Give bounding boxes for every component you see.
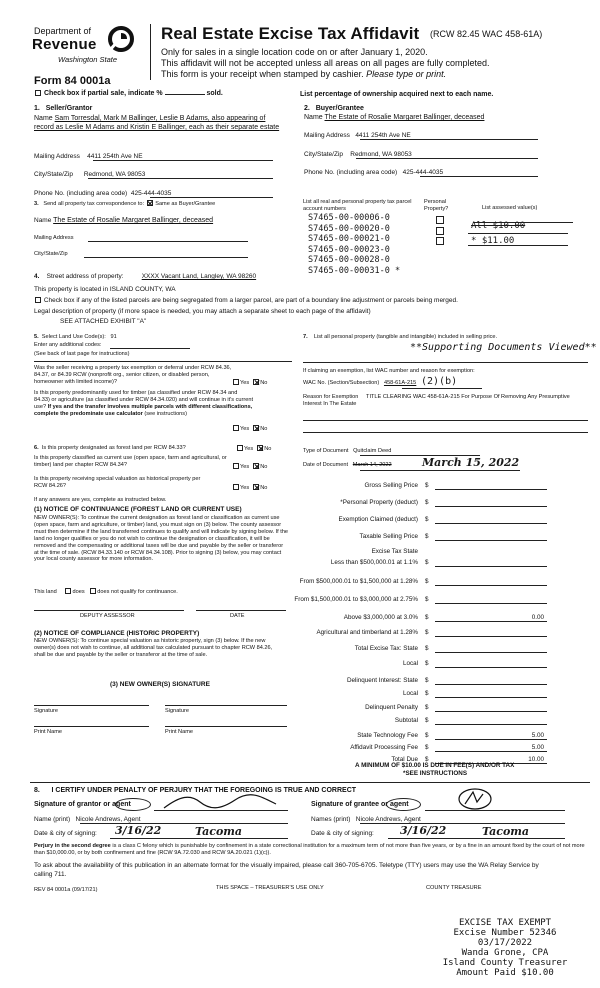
property-location: This property is located in ISLAND COUNTY, WA bbox=[34, 286, 176, 293]
calc-amount: 10.00 bbox=[528, 756, 544, 763]
seller-name-value: Sam Torresdal, Mark M Ballinger, Leslie B Adams, also appearing of record as Leslie M Adams and Kristin E Ballinger, each as their separate estate bbox=[34, 115, 280, 132]
dept-line2: Revenue bbox=[32, 36, 97, 53]
revision-label: REV 84 0001a (09/17/21) bbox=[34, 887, 98, 893]
form-number: Form 84 0001a bbox=[34, 75, 111, 87]
current-use-yes-checkbox[interactable] bbox=[233, 463, 239, 469]
exemption-question: Was the seller receiving a property tax exemption or deferral under RCW 84.36, 84.37, or 84.39 RCW (nonprofit org., senior citizen, or disabled person, homeowner with limited income)? bbox=[34, 365, 232, 385]
seller-mailing-line bbox=[93, 160, 273, 161]
calc-amount-line[interactable] bbox=[435, 711, 547, 712]
calc-amount-line[interactable] bbox=[435, 540, 547, 541]
calc-row-label: Delinquent Penalty bbox=[365, 704, 418, 711]
yes-label: Yes bbox=[240, 485, 250, 491]
seller-city-line bbox=[88, 178, 273, 179]
see-back-note: (See back of last page for instructions) bbox=[34, 351, 130, 357]
grantee-signature-label: Signature of grantee or agent bbox=[311, 801, 409, 808]
historic-yes-no bbox=[232, 484, 267, 491]
timber-question-text: Is this property predominantly used for timber (as classified under RCW 84.34 and 84.33) or agriculture (as classified under RCW 84.34.020) and will continue in it's current use? bbox=[34, 390, 254, 410]
calc-row-label: *Personal Property (deduct) bbox=[340, 499, 418, 506]
segregated-checkbox[interactable] bbox=[35, 297, 41, 303]
treasurer-space-label: THIS SPACE – TREASURER'S USE ONLY bbox=[216, 885, 324, 891]
calc-row-label: Excise Tax State bbox=[371, 548, 418, 555]
new-owner-signature-heading: (3) NEW OWNER(S) SIGNATURE bbox=[110, 681, 210, 688]
no-label: No bbox=[260, 426, 268, 432]
notice-3 bbox=[161, 69, 446, 79]
certify-text: I CERTIFY UNDER PENALTY OF PERJURY THAT THE FOREGOING IS TRUE AND CORRECT bbox=[51, 787, 357, 794]
same-as-buyer-label: Same as Buyer/Grantee bbox=[155, 201, 216, 207]
grantor-date-label: Date & city of signing: bbox=[34, 830, 97, 837]
parcel-col3-header: List assessed value(s) bbox=[482, 205, 538, 211]
buyer-mailing-value: 4411 254th Ave NE bbox=[355, 132, 411, 139]
forest-question bbox=[34, 445, 186, 451]
does-checkbox[interactable] bbox=[65, 588, 71, 594]
seller-phone-label: Phone No. (including area code) bbox=[34, 190, 128, 197]
forest-question-text: Is this property designated as forest land per RCW 84.33? bbox=[41, 445, 186, 451]
calc-amount-line[interactable] bbox=[435, 652, 547, 653]
print-name-label-2: Print Name bbox=[165, 729, 193, 735]
personal-property-row bbox=[303, 334, 497, 340]
assessed-value: All $10.00 bbox=[471, 220, 526, 231]
land-use-label: Select Land Use Code(s): bbox=[41, 334, 106, 340]
buyer-name[interactable] bbox=[304, 114, 484, 122]
calc-row-label: Less than $500,000.01 at 1.1% bbox=[330, 559, 418, 566]
reason-line-2 bbox=[303, 432, 588, 433]
seller-phone-line bbox=[150, 197, 273, 198]
parcel-col1-header: List all real and personal property tax parcel account numbers bbox=[303, 199, 412, 212]
historic-question: Is this property receiving special valuation as historical property per RCW 84.26? bbox=[34, 476, 201, 489]
document-date-line bbox=[360, 470, 520, 471]
wac-handwritten: (2)(b) bbox=[421, 376, 458, 387]
buyer-name-value: The Estate of Rosalie Margaret Ballinger, deceased bbox=[324, 114, 485, 121]
partial-sale-blank[interactable] bbox=[165, 94, 205, 95]
section-5-divider bbox=[34, 361, 292, 362]
notice-1: Only for sales in a single location code on or after January 1, 2020. bbox=[161, 47, 428, 57]
grantor-date-handwritten[interactable]: 3/16/22 bbox=[115, 824, 162, 837]
document-type-label: Type of Document bbox=[303, 448, 349, 454]
land-use-value[interactable]: 91 bbox=[110, 334, 117, 340]
calc-amount-line[interactable] bbox=[435, 506, 547, 507]
no-label: No bbox=[264, 446, 272, 452]
grantor-date-row bbox=[34, 830, 97, 837]
reason-row bbox=[303, 394, 588, 408]
partial-sale-row bbox=[34, 90, 223, 98]
reason-label: Reason for Exemption bbox=[303, 394, 359, 400]
parcel-number[interactable]: S7465-00-00028-0 bbox=[308, 255, 390, 265]
stamp-line-4: Wanda Grone, CPA bbox=[461, 948, 549, 958]
print-name-label-1: Print Name bbox=[34, 729, 62, 735]
document-type-value[interactable]: Quitclaim Deed bbox=[353, 448, 392, 454]
no-label: No bbox=[260, 464, 268, 470]
wac-row bbox=[303, 380, 416, 386]
calc-currency-symbol: $ bbox=[425, 629, 429, 636]
owner-signature-line-2[interactable] bbox=[165, 705, 287, 706]
partial-sale-label: Check box if partial sale, indicate % bbox=[43, 90, 163, 97]
assessor-date-line[interactable] bbox=[196, 610, 286, 611]
perjury-bold: Perjury in the second degree bbox=[34, 843, 111, 849]
calc-currency-symbol: $ bbox=[425, 499, 429, 506]
notice-2: This affidavit will not be accepted unless all areas on all pages are fully completed. bbox=[161, 58, 490, 68]
personal-property-checkbox[interactable] bbox=[436, 237, 444, 245]
grantee-date-row bbox=[311, 830, 374, 837]
yes-label: Yes bbox=[240, 380, 250, 386]
correspondence-name[interactable] bbox=[34, 217, 213, 225]
section-5-number: 5. bbox=[34, 334, 39, 340]
yes-label: Yes bbox=[240, 464, 250, 470]
calc-row-label: State Technology Fee bbox=[357, 732, 418, 739]
section-4-number: 4. bbox=[34, 273, 40, 280]
print-name-line-2[interactable] bbox=[165, 726, 287, 727]
parcel-number[interactable]: S7465-00-00023-0 bbox=[308, 244, 390, 255]
correspondence-row bbox=[34, 200, 215, 207]
historic-yes-checkbox[interactable] bbox=[233, 484, 239, 490]
timber-question-note: (see instructions) bbox=[144, 411, 187, 417]
calc-amount-line[interactable] bbox=[435, 724, 547, 725]
correspondence-city-line[interactable] bbox=[84, 257, 248, 258]
legal-description-value[interactable]: SEE ATTACHED EXHIBIT "A" bbox=[60, 318, 147, 325]
calc-amount: 5.00 bbox=[531, 732, 544, 739]
current-use-yes-no bbox=[232, 463, 267, 470]
same-as-buyer-checkbox[interactable] bbox=[147, 200, 153, 206]
calc-amount-line[interactable] bbox=[435, 489, 547, 490]
dor-logo bbox=[30, 24, 134, 70]
forest-yes-checkbox[interactable] bbox=[237, 445, 243, 451]
reason-line-1 bbox=[303, 420, 588, 421]
correspondence-mailing: Mailing Address bbox=[34, 235, 74, 241]
calc-amount: 5.00 bbox=[531, 744, 544, 751]
does-not-checkbox[interactable] bbox=[90, 588, 96, 594]
calc-currency-symbol: $ bbox=[425, 744, 429, 751]
partial-sale-checkbox[interactable] bbox=[35, 90, 41, 96]
calc-amount-line[interactable] bbox=[435, 585, 547, 586]
calc-amount-line[interactable] bbox=[435, 697, 547, 698]
wac-value[interactable]: 458-61A-215 bbox=[383, 380, 417, 386]
grantee-signature[interactable] bbox=[455, 786, 495, 812]
calc-currency-symbol: $ bbox=[425, 645, 429, 652]
buyer-mailing-label: Mailing Address bbox=[304, 132, 350, 139]
exemption-intro: If claiming an exemption, list WAC number and reason for exemption: bbox=[303, 368, 475, 374]
seller-heading-text: Seller/Grantor bbox=[45, 105, 93, 112]
buyer-heading-text: Buyer/Grantee bbox=[315, 105, 364, 112]
calc-currency-symbol: $ bbox=[425, 704, 429, 711]
if-yes-note: If any answers are yes, complete as instructed below. bbox=[34, 497, 167, 503]
grantor-name-line bbox=[80, 823, 288, 824]
street-address-row bbox=[34, 273, 256, 280]
calc-row-label: Total Excise Tax: State bbox=[354, 645, 418, 652]
document-date-row bbox=[303, 462, 392, 468]
calc-amount-line[interactable] bbox=[435, 566, 547, 567]
parcel-row bbox=[303, 214, 593, 225]
does-label: does bbox=[72, 589, 85, 595]
calc-row-label: From $1,500,000.01 to $3,000,000 at 2.75% bbox=[294, 596, 418, 603]
notice-3a: This form is your receipt when stamped by cashier. bbox=[161, 69, 364, 79]
exemption-yes-no bbox=[232, 379, 267, 386]
deputy-assessor-label: DEPUTY ASSESSOR bbox=[80, 613, 135, 619]
ownership-note: List percentage of ownership acquired next to each name. bbox=[300, 91, 494, 98]
timber-question bbox=[34, 390, 254, 418]
current-use-question: Is this property classified as current use (open space, farm and agricultural, or timber) land per chapter RCW 84.34? bbox=[34, 455, 227, 468]
county-treasurer-label: COUNTY TREASURE bbox=[426, 885, 482, 891]
correspondence-city: City/State/Zip bbox=[34, 251, 68, 257]
grantor-name-value[interactable]: Nicole Andrews, Agent bbox=[75, 816, 141, 823]
grantee-agent-circle bbox=[386, 798, 421, 811]
calc-amount-line[interactable] bbox=[435, 667, 547, 668]
compliance-body: NEW OWNER(S): To continue special valuation as historic property, sign (3) below. If the new owner(s) does not wish to continue, all additional tax calculated pursuant to chapter RCW 84.26, shall be due and payable by the seller or transferor at the time of sale. bbox=[34, 638, 273, 658]
calc-currency-symbol: $ bbox=[425, 614, 429, 621]
parcel-col2-header: Personal Property? bbox=[424, 199, 449, 212]
stamp-line-2: Excise Number 52346 bbox=[453, 928, 557, 938]
calc-amount: 0.00 bbox=[531, 614, 544, 621]
print-name-line-1[interactable] bbox=[34, 726, 149, 727]
calc-currency-symbol: $ bbox=[425, 559, 429, 566]
yes-label: Yes bbox=[244, 446, 254, 452]
parcel-number[interactable]: S7465-00-00031-0 * bbox=[308, 265, 401, 276]
personal-property-line[interactable] bbox=[303, 362, 588, 363]
perjury-rest: is a class C felony which is punishable by confinement in a state correctional institution for a maximum term of not more than five years, or by a fine in an amount fixed by the court of not more than $10,000.00, or by both confinement and fine (RCW 9A.72.030 and RCW 9A.20.021 (1)(c)). bbox=[34, 843, 585, 856]
calc-amount-line[interactable] bbox=[435, 523, 547, 524]
calc-row-label: Taxable Selling Price bbox=[359, 533, 418, 540]
exemption-no-checkbox[interactable] bbox=[253, 379, 259, 385]
buyer-name-label: Name bbox=[304, 114, 323, 121]
parcel-number[interactable]: S7465-00-00021-0 bbox=[308, 234, 390, 244]
personal-property-checkbox[interactable] bbox=[436, 227, 444, 235]
stamp-line-3: 03/17/2022 bbox=[477, 938, 533, 948]
calc-currency-symbol: $ bbox=[425, 482, 429, 489]
yes-label: Yes bbox=[240, 426, 250, 432]
buyer-city-value: Redmond, WA 98053 bbox=[350, 151, 412, 158]
calc-currency-symbol: $ bbox=[425, 578, 429, 585]
exemption-yes-checkbox[interactable] bbox=[233, 379, 239, 385]
timber-no-checkbox[interactable] bbox=[253, 425, 259, 431]
calc-row-label: Affidavit Processing Fee bbox=[350, 744, 418, 751]
this-land-label: This land bbox=[34, 589, 57, 595]
current-use-no-checkbox[interactable] bbox=[253, 463, 259, 469]
signature-label-1: Signature bbox=[34, 708, 58, 714]
supporting-docs-note: **Supporting Documents Viewed** bbox=[410, 342, 597, 353]
calc-currency-symbol: $ bbox=[425, 516, 429, 523]
signature-label-2: Signature bbox=[165, 708, 189, 714]
calc-row-label: Agricultural and timberland at 1.28% bbox=[316, 629, 418, 636]
assessed-value-line[interactable] bbox=[468, 233, 568, 234]
buyer-phone-value: 425-444-4035 bbox=[402, 169, 444, 176]
buyer-city-label: City/State/Zip bbox=[304, 151, 344, 158]
correspondence-name-value: The Estate of Rosalie Margaret Ballinger, deceased bbox=[53, 217, 214, 224]
grantor-signature-label: Signature of grantor or agent bbox=[34, 801, 131, 808]
calc-currency-symbol: $ bbox=[425, 596, 429, 603]
calc-row-label: Local bbox=[402, 690, 418, 697]
calc-currency-symbol: $ bbox=[425, 533, 429, 540]
grantor-name-label: Name (print) bbox=[34, 816, 71, 823]
seller-city-value: Redmond, WA 98053 bbox=[83, 171, 146, 178]
section-8-rule bbox=[30, 782, 590, 783]
buyer-phone-label: Phone No. (including area code) bbox=[304, 169, 398, 176]
grantee-name-value[interactable]: Nicole Andrews, Agent bbox=[355, 816, 421, 823]
calc-row-label: Above $3,000,000 at 3.0% bbox=[343, 614, 418, 621]
segregated-label: Check box if any of the listed parcels are being segregated from a larger parcel, are part of a boundary line adjustment or parcels being merged. bbox=[43, 297, 458, 304]
calc-row-label: Delinquent Interest: State bbox=[346, 677, 418, 684]
calc-row-label: From $500,000.01 to $1,500,000 at 1.28% bbox=[299, 578, 418, 585]
see-instructions-note: *SEE INSTRUCTIONS bbox=[403, 770, 468, 777]
seller-heading: 1. Seller/Grantor bbox=[34, 105, 93, 112]
perjury-notice bbox=[34, 843, 589, 857]
calc-row-label: Subtotal bbox=[394, 717, 418, 724]
calc-row-label: Gross Selling Price bbox=[364, 482, 418, 489]
stamp-line-1: EXCISE TAX EXEMPT bbox=[458, 918, 552, 928]
forest-no-checkbox[interactable] bbox=[257, 445, 263, 451]
partial-sale-suffix: sold. bbox=[206, 90, 223, 97]
buyer-mailing-line bbox=[360, 139, 538, 140]
assessor-date-label: DATE bbox=[230, 613, 245, 619]
stamp-line-5: Island County Treasurer bbox=[442, 958, 568, 968]
personal-property-label: List all personal property (tangible and intangible) included in selling price. bbox=[313, 334, 498, 340]
wac-label: WAC No. (Section/Subsection) bbox=[303, 380, 380, 386]
seller-name[interactable] bbox=[34, 114, 284, 133]
grantee-city-handwritten[interactable]: Tacoma bbox=[482, 825, 530, 838]
page-title: Real Estate Excise Tax Affidavit bbox=[161, 24, 420, 43]
calc-currency-symbol: $ bbox=[425, 690, 429, 697]
revenue-swirl-icon bbox=[108, 26, 134, 52]
document-date-handwritten[interactable]: March 15, 2022 bbox=[422, 456, 520, 469]
section-7-number: 7. bbox=[303, 334, 308, 340]
dept-line1: Department of bbox=[34, 26, 92, 36]
grantee-signature-line bbox=[425, 810, 565, 811]
grantee-name-label: Names (print) bbox=[311, 816, 351, 823]
calc-currency-symbol: $ bbox=[425, 660, 429, 667]
compliance-heading: (2) NOTICE OF COMPLIANCE (HISTORIC PROPERTY) bbox=[34, 630, 200, 637]
calc-amount-line[interactable] bbox=[435, 684, 547, 685]
calc-amount-line[interactable] bbox=[435, 636, 547, 637]
segregated-row bbox=[34, 297, 458, 304]
grantor-signature[interactable] bbox=[160, 792, 280, 812]
owner-signature-line-1[interactable] bbox=[34, 705, 149, 706]
calc-currency-symbol: $ bbox=[425, 756, 429, 763]
grantee-date-handwritten[interactable]: 3/16/22 bbox=[400, 824, 447, 837]
seller-mailing-label: Mailing Address bbox=[34, 153, 80, 160]
grantor-date-line bbox=[110, 838, 288, 839]
stamp-line-6: Amount Paid $10.00 bbox=[456, 968, 554, 978]
notice-3b: Please type or print. bbox=[366, 69, 447, 79]
does-qualify-row bbox=[34, 588, 178, 595]
certify-statement: 8. I CERTIFY UNDER PENALTY OF PERJURY THAT THE FOREGOING IS TRUE AND CORRECT bbox=[34, 787, 357, 794]
timber-question-bold: If yes and the transfer involves multiple parcels with different classifications, complete the predominate use calculator bbox=[34, 404, 253, 417]
forest-yes-no bbox=[236, 445, 271, 452]
seller-phone-value: 425-444-4035 bbox=[130, 190, 172, 197]
tax-calculation bbox=[294, 478, 590, 763]
calc-currency-symbol: $ bbox=[425, 717, 429, 724]
seller-city-label: City/State/Zip bbox=[34, 171, 74, 178]
buyer-city-line bbox=[356, 158, 538, 159]
parcel-number[interactable]: S7465-00-00006-0 bbox=[308, 213, 390, 223]
correspondence-label: Send all property tax correspondence to: bbox=[43, 201, 145, 207]
assessed-value: * $11.00 bbox=[471, 236, 515, 246]
street-address-label: Street address of property: bbox=[46, 273, 124, 280]
calc-currency-symbol: $ bbox=[425, 677, 429, 684]
calc-row-label: Total Due bbox=[391, 756, 418, 763]
seller-mailing-value: 4411 254th Ave NE bbox=[87, 153, 143, 160]
document-date-struck: March 14, 2022 bbox=[352, 462, 392, 468]
grantee-date-label: Date & city of signing: bbox=[311, 830, 374, 837]
calc-row-label: Exemption Claimed (deduct) bbox=[338, 516, 418, 523]
no-label: No bbox=[260, 380, 268, 386]
wac-line bbox=[402, 388, 482, 389]
grantor-signature-line bbox=[154, 810, 288, 811]
deputy-assessor-line[interactable] bbox=[34, 610, 184, 611]
grantor-city-handwritten[interactable]: Tacoma bbox=[195, 825, 243, 838]
street-address-value[interactable]: XXXX Vacant Land, Langley, WA 98260 bbox=[141, 273, 257, 280]
calc-row-label: Local bbox=[402, 660, 418, 667]
correspondence-name-label: Name bbox=[34, 217, 52, 224]
no-label: No bbox=[260, 485, 268, 491]
continuance-body: NEW OWNER(S): To continue the current designation as forest land or classification as current use (open space, farm and agriculture, or timber) land, you must sign on (3) below. The county assessor must then determine if the land transferred continues to qualify and will indicate by signing below. If the land no longer qualifies or you do not wish to continue the designation or classification, it will be removed and the compensating or additional taxes will be due and payable by the seller or transferor at the time of sale. (RCW 84.33.140 or RCW 84.34.108). Prior to signing (3) below, you may contact your local county assessor for more information. bbox=[34, 515, 289, 563]
grantee-date-line bbox=[388, 838, 565, 839]
header-divider bbox=[150, 24, 151, 80]
correspondence-mailing-line[interactable] bbox=[88, 241, 248, 242]
historic-no-checkbox[interactable] bbox=[253, 484, 259, 490]
grantee-name-line bbox=[360, 823, 565, 824]
buyer-heading: 2. Buyer/Grantee bbox=[304, 105, 364, 112]
section-6-number: 6. bbox=[34, 445, 39, 451]
legal-description-label: Legal description of property (if more space is needed, you may attach a separate sheet to each page of the affidavit) bbox=[34, 308, 371, 315]
minimum-due-note: A MINIMUM OF $10.00 IS DUE IN FEE(S) AND/OR TAX bbox=[355, 762, 515, 769]
buyer-phone-line bbox=[420, 176, 538, 177]
parcel-row bbox=[303, 235, 593, 246]
dept-line3: Washington State bbox=[58, 55, 118, 64]
reason-value[interactable]: TITLE CLEARING WAC 458-61A-215 For Purpose Of Removing Any Presumptive Interest In The Estate bbox=[303, 394, 570, 407]
rcw-reference: (RCW 82.45 WAC 458-61A) bbox=[430, 29, 543, 39]
treasurer-stamp bbox=[430, 918, 580, 978]
timber-yes-no bbox=[232, 425, 267, 432]
timber-yes-checkbox[interactable] bbox=[233, 425, 239, 431]
seller-name-label: Name bbox=[34, 115, 53, 122]
alternate-format-note: To ask about the availability of this publication in an alternate format for the visually impaired, please call 360-705-6705. Teletype (TTY) users may use the WA Relay Service by calling 711. bbox=[34, 862, 539, 878]
parcel-row bbox=[303, 256, 593, 267]
continuance-heading: (1) NOTICE OF CONTINUANCE (FOREST LAND OR CURRENT USE) bbox=[34, 506, 242, 513]
parcel-number[interactable]: S7465-00-00020-0 bbox=[308, 223, 390, 234]
document-type-row bbox=[303, 448, 391, 454]
additional-codes: Enter any additional codes: bbox=[34, 342, 102, 348]
section-3-number: 3. bbox=[34, 201, 39, 207]
parcel-list bbox=[303, 214, 593, 277]
calc-amount-line[interactable] bbox=[435, 603, 547, 604]
grantor-agent-circle bbox=[115, 798, 151, 811]
document-date-label: Date of Document bbox=[303, 462, 349, 468]
personal-property-checkbox[interactable] bbox=[436, 216, 444, 224]
additional-codes-line[interactable] bbox=[110, 348, 190, 349]
parcel-row bbox=[303, 267, 593, 278]
does-not-label: does not qualify for continuance. bbox=[97, 589, 178, 595]
land-use-row bbox=[34, 334, 117, 340]
calc-currency-symbol: $ bbox=[425, 732, 429, 739]
